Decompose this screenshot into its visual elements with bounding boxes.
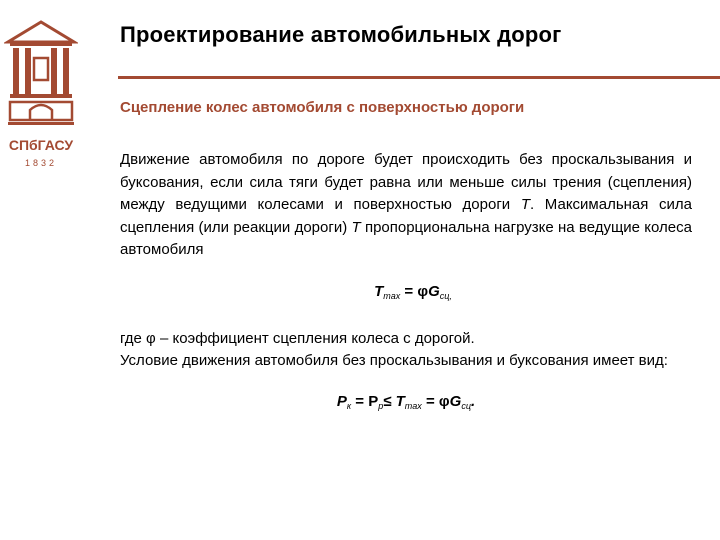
formula-max-adhesion: $T_{max} = \varphi G_{сц,}$ — [374, 282, 452, 301]
logo-text: СПбГАСУ — [8, 137, 74, 153]
paragraph-coefficient: где φ – коэффициент сцепления колеса с дорогой. — [120, 329, 475, 347]
slide-title: Проектирование автомобильных дорог — [120, 22, 562, 47]
paragraph-condition: Условие движения автомобиля без проскальзывания и буксования имеет вид: — [120, 352, 668, 370]
slide-body — [120, 149, 692, 417]
logo-year: 1832 — [24, 158, 58, 168]
paragraph-traction: Движение автомобиля по дороге будет происходить без проскальзывания и буксования, если сила тяги будет равна или меньше силы трения (сцепления) между ведущими колесами и поверхностью дороги Т. Максимальная сила сцепления (или реакции дороги) Т пропорциональна нагрузке на ведущие колеса автомобиля — [120, 151, 693, 259]
university-logo — [4, 18, 78, 168]
slide-subtitle: Сцепление колес автомобиля с поверхностью дороги — [120, 99, 525, 116]
formula-condition: $P_к = P_р\le T_{max} = \varphi G_{сц}$. — [336, 392, 476, 411]
title-divider — [118, 76, 720, 79]
